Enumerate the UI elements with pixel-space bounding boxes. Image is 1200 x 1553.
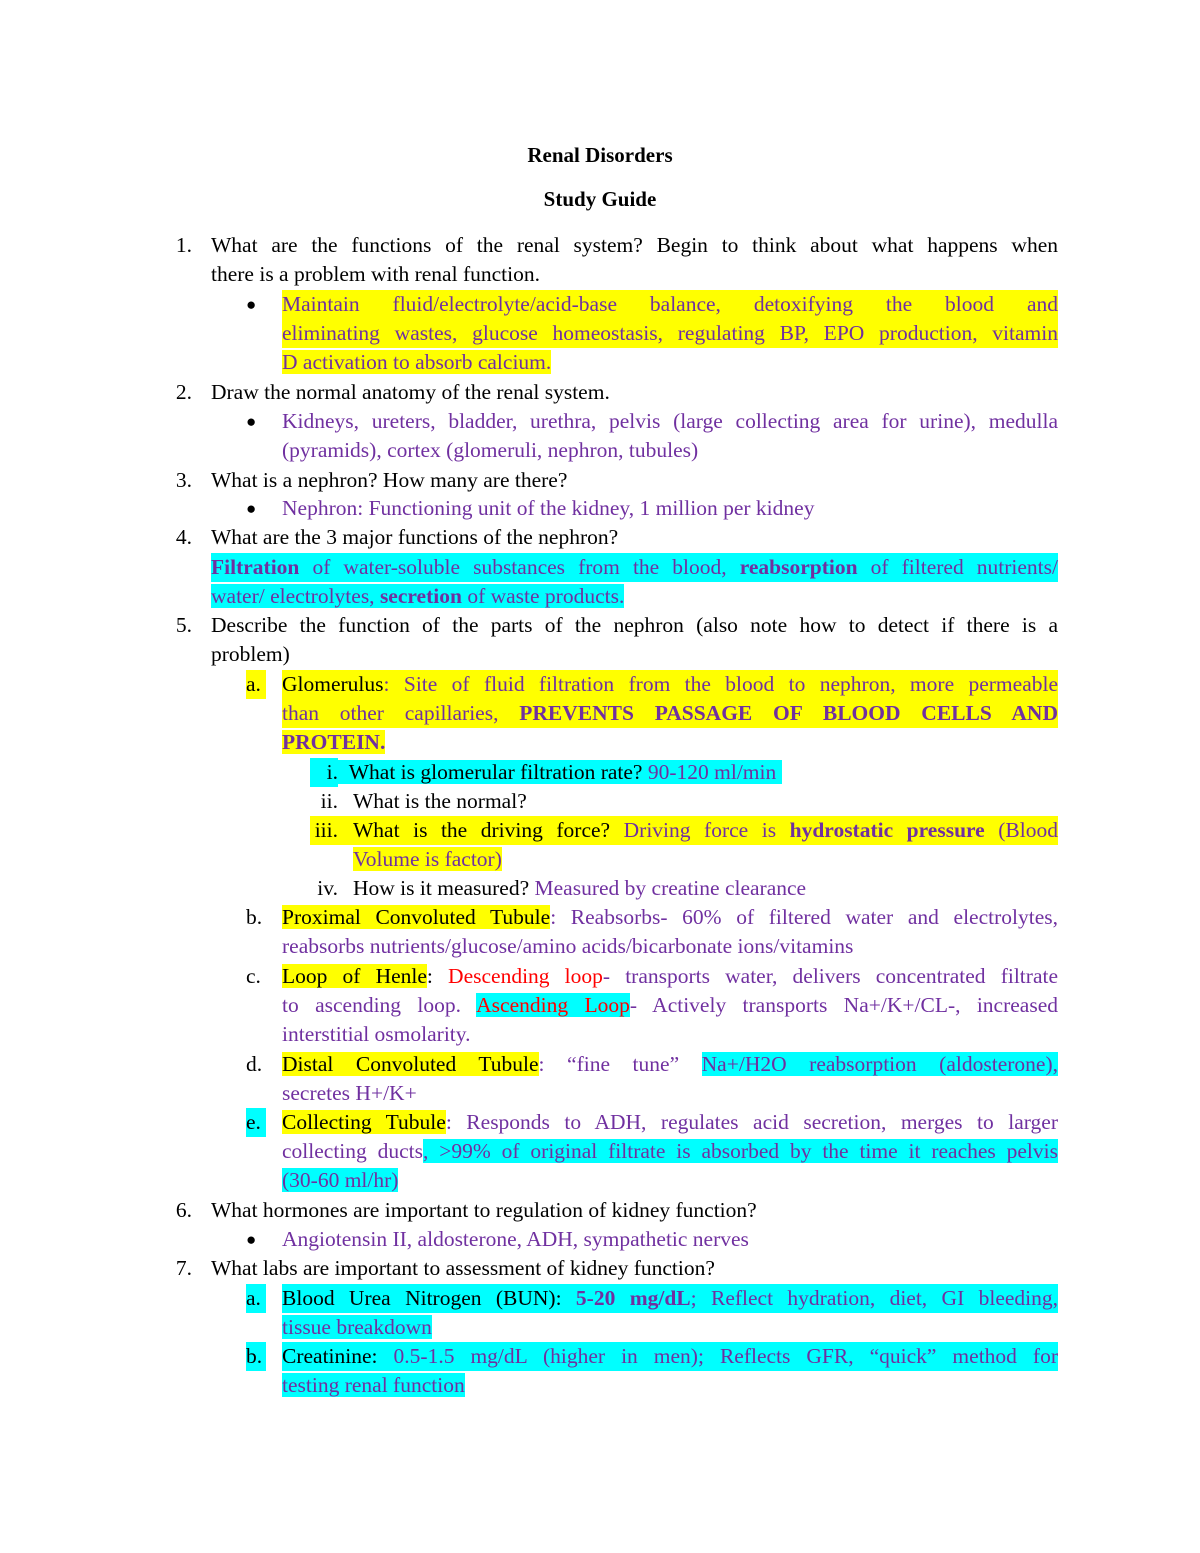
nephron-part-pct: Proximal Convoluted Tubule: Reabsorbs- 60% of filtered water and electrolytes,	[282, 905, 1058, 929]
item-letter: e.	[246, 1108, 266, 1137]
nephron-part-dct: Distal Convoluted Tubule: “fine tune” Na+/H2O reabsorption (aldosterone),	[282, 1052, 1058, 1076]
question-number: 1.	[175, 233, 192, 257]
answer-text: testing renal function	[282, 1373, 465, 1397]
item-letter: b.	[246, 1342, 266, 1371]
answer-text: secretes H+/K+	[282, 1081, 417, 1105]
answer-text: interstitial osmolarity.	[282, 1022, 471, 1046]
bullet-icon: ●	[246, 1230, 257, 1249]
item-letter: a.	[246, 670, 266, 699]
nephron-part-loop-of-henle: Loop of Henle: Descending loop- transports water, delivers concentrated filtrate	[282, 964, 1058, 988]
answer-text: Angiotensin II, aldosterone, ADH, sympathetic nerves	[282, 1227, 749, 1251]
answer-text: Maintain fluid/electrolyte/acid-base balance, detoxifying the blood and	[282, 290, 1058, 319]
subitem-text: What is glomerular filtration rate? 90-120 ml/min	[338, 760, 782, 784]
answer-text: reabsorbs nutrients/glucose/amino acids/bicarbonate ions/vitamins	[282, 934, 854, 958]
answer-text: than other capillaries, PREVENTS PASSAGE OF BLOOD CELLS AND	[282, 699, 1058, 728]
subitem-text: Volume is factor)	[353, 847, 502, 871]
answer-text: tissue breakdown	[282, 1315, 432, 1339]
question-number: 7.	[175, 1256, 192, 1280]
question-number: 5.	[175, 613, 192, 637]
question-text: Describe the function of the parts of the nephron (also note how to detect if there is a	[211, 613, 1058, 637]
question-text: What is a nephron? How many are there?	[211, 468, 568, 492]
document-subtitle: Study Guide	[543, 187, 657, 211]
answer-text: eliminating wastes, glucose homeostasis, regulating BP, EPO production, vitamin	[282, 319, 1058, 348]
question-text: What hormones are important to regulation of kidney function?	[211, 1198, 757, 1222]
answer-text: (30-60 ml/hr)	[282, 1168, 399, 1192]
subitem-number: iv.	[317, 876, 338, 900]
question-text: What are the functions of the renal system? Begin to think about what happens when	[211, 233, 1058, 257]
question-text: What are the 3 major functions of the nephron?	[211, 525, 619, 549]
question-text: What labs are important to assessment of kidney function?	[211, 1256, 715, 1280]
question-number: 2.	[175, 380, 192, 404]
nephron-part-collecting-tubule: Collecting Tubule: Responds to ADH, regulates acid secretion, merges to larger	[282, 1110, 1058, 1134]
answer-text: Nephron: Functioning unit of the kidney, 1 million per kidney	[282, 496, 815, 520]
answer-text: to ascending loop. Ascending Loop- Actively transports Na+/K+/CL-, increased	[282, 993, 1058, 1017]
answer-text: (pyramids), cortex (glomeruli, nephron, tubules)	[282, 438, 699, 462]
question-text: there is a problem with renal function.	[211, 262, 540, 286]
item-letter: c.	[246, 964, 261, 988]
subitem-text: What is the normal?	[353, 789, 527, 813]
lab-creatinine: Creatinine: 0.5-1.5 mg/dL (higher in men); Reflects GFR, “quick” method for	[282, 1342, 1058, 1371]
answer-text: PROTEIN.	[282, 730, 386, 754]
subitem-number: ii.	[320, 789, 338, 813]
nephron-part-glomerulus: Glomerulus: Site of fluid filtration from the blood to nephron, more permeable	[282, 670, 1058, 699]
subitem-number: iii.	[310, 816, 338, 845]
bullet-icon: ●	[246, 412, 257, 431]
item-letter: d.	[246, 1052, 263, 1076]
answer-text: Filtration of water-soluble substances from the blood, reabsorption of filtered nutrients/	[211, 553, 1058, 582]
subitem-number: i.	[310, 758, 338, 787]
lab-bun: Blood Urea Nitrogen (BUN): 5-20 mg/dL; Reflect hydration, diet, GI bleeding,	[282, 1284, 1058, 1313]
question-number: 3.	[175, 468, 192, 492]
subitem-text: What is the driving force? Driving force is hydrostatic pressure (Blood	[338, 816, 1058, 845]
question-text: Draw the normal anatomy of the renal system.	[211, 380, 610, 404]
question-number: 6.	[175, 1198, 192, 1222]
answer-text: D activation to absorb calcium.	[282, 350, 552, 374]
answer-text: collecting ducts, >99% of original filtrate is absorbed by the time it reaches pelvis	[282, 1139, 1058, 1163]
question-number: 4.	[175, 525, 192, 549]
document-title: Renal Disorders	[527, 143, 673, 167]
subitem-text: How is it measured? Measured by creatine clearance	[353, 876, 807, 900]
item-letter: a.	[246, 1284, 266, 1313]
question-text: problem)	[211, 642, 290, 666]
answer-text: Kidneys, ureters, bladder, urethra, pelvis (large collecting area for urine), medulla	[282, 409, 1058, 433]
bullet-icon: ●	[246, 499, 257, 518]
item-letter: b.	[246, 905, 263, 929]
bullet-icon: ●	[246, 295, 257, 314]
answer-text: water/ electrolytes, secretion of waste products.	[211, 584, 625, 608]
